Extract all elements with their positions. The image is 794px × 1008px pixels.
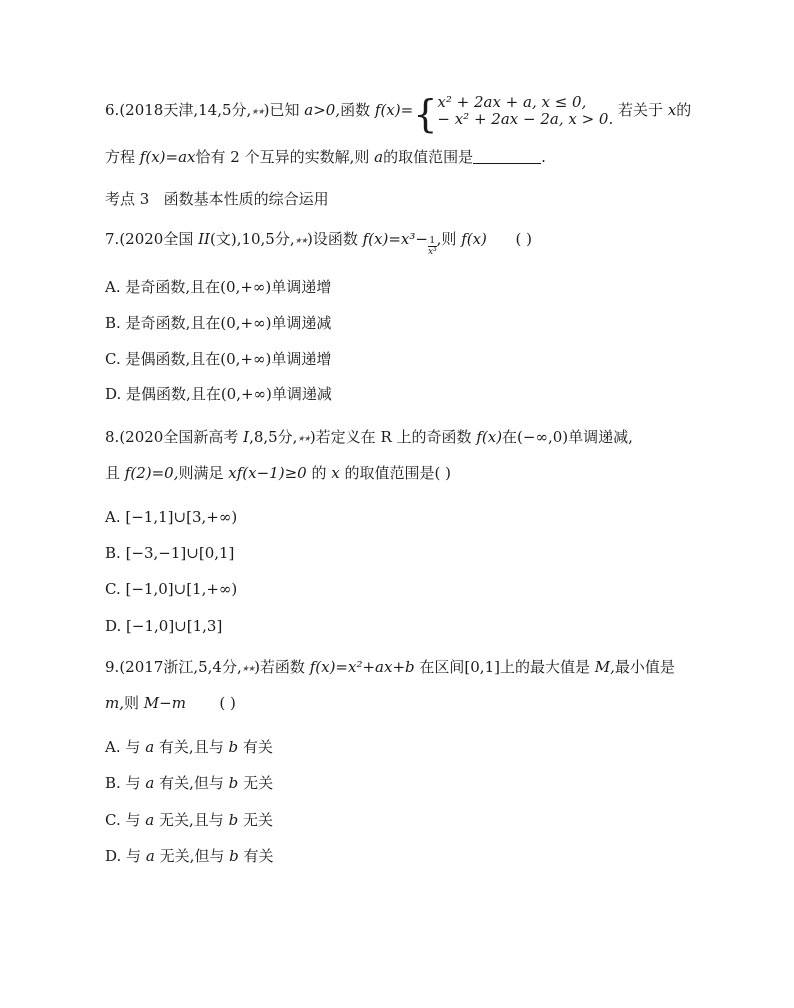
q7-option-a[interactable]: A. 是奇函数,且在(0,+∞)单调递增: [105, 278, 332, 296]
q9-function: f(x)=x²+ax+b: [309, 658, 415, 676]
q8-option-a[interactable]: A. [−1,1]∪[3,+∞): [105, 508, 238, 526]
difficulty-stars-icon: ★★: [251, 107, 264, 116]
q9-stem-line1: 9.(2017浙江,5,4分,★★)若函数 f(x)=x²+ax+b 在区间[0,1]上的最大值是 M,最小值是: [105, 658, 675, 676]
q7-option-d[interactable]: D. 是偶函数,且在(0,+∞)单调递减: [105, 385, 332, 403]
q9-option-a[interactable]: A. 与 a 有关,且与 b 有关: [105, 738, 273, 756]
difficulty-stars-icon: ★★: [294, 236, 307, 245]
q8-option-c[interactable]: C. [−1,0]∪[1,+∞): [105, 580, 238, 598]
q6-number: 6.: [105, 101, 120, 119]
q8-stem-line1: 8.(2020全国新高考 I,8,5分,★★)若定义在 R 上的奇函数 f(x)在(−∞,0)单调递减,: [105, 428, 633, 446]
difficulty-stars-icon: ★★: [297, 434, 310, 443]
q9-option-c[interactable]: C. 与 a 无关,且与 b 无关: [105, 811, 273, 829]
q7-option-b[interactable]: B. 是奇函数,且在(0,+∞)单调递减: [105, 314, 332, 332]
q9-answer-paren[interactable]: ( ): [219, 694, 236, 712]
q7-stem: 7.(2020全国 II(文),10,5分,★★)设函数 f(x)=x³− $\frac{1}{\text{x³}}$ ,则 f(x) ( ): [105, 230, 532, 257]
q6-equation: f(x)=ax: [139, 148, 196, 166]
q8-stem-line2: 且 f(2)=0,则满足 xf(x−1)≥0 的 x 的取值范围是( ): [105, 464, 451, 482]
piecewise-brace-icon: {: [413, 92, 438, 136]
q6-function: f(x)=: [374, 101, 414, 119]
q9-source: (2017浙江,5,4分,: [119, 658, 242, 676]
q6-line2: 方程 f(x)=ax恰有 2 个互异的实数解,则 a的取值范围是 .: [105, 148, 546, 166]
q8-inequality: xf(x−1)≥0: [228, 464, 307, 482]
q7-answer-paren[interactable]: ( ): [515, 230, 532, 248]
q9-option-b[interactable]: B. 与 a 有关,但与 b 无关: [105, 774, 274, 792]
q8-answer-paren[interactable]: 的取值范围是( ): [344, 464, 451, 482]
q6-condition: a>0,: [304, 101, 341, 119]
q7-number: 7.: [105, 230, 120, 248]
section-heading: 考点 3 函数基本性质的综合运用: [105, 190, 329, 208]
q6-answer-blank[interactable]: [473, 163, 541, 164]
q8-function: f(x): [476, 428, 503, 446]
difficulty-stars-icon: ★★: [241, 664, 255, 673]
q6-piecewise: x² + 2ax + a, x ≤ 0, − x² + 2ax − 2a, x > 0.: [437, 93, 614, 128]
q8-option-d[interactable]: D. [−1,0]∪[1,3]: [105, 617, 223, 635]
q6-line1: 6.(2018天津,14,5分,★★)已知 a>0,函数 f(x)={ x² + 2ax + a, x ≤ 0, − x² + 2ax − 2a, x > 0. 若关于 x的: [105, 92, 692, 136]
section-title: 函数基本性质的综合运用: [163, 190, 329, 208]
q8-source: (2020全国新高考: [119, 428, 239, 446]
q7-function: f(x)=x³−: [362, 230, 428, 248]
q7-source: (2020全国: [119, 230, 194, 248]
q7-option-c[interactable]: C. 是偶函数,且在(0,+∞)单调递增: [105, 350, 332, 368]
q6-source: (2018天津,14,5分,: [119, 101, 252, 119]
q8-option-b[interactable]: B. [−3,−1]∪[0,1]: [105, 544, 235, 562]
q7-fraction: $\frac{1}{\text{x³}}$: [427, 236, 437, 257]
q9-option-d[interactable]: D. 与 a 无关,但与 b 有关: [105, 847, 274, 865]
q9-expression: M−m: [143, 694, 186, 712]
q8-number: 8.: [105, 428, 120, 446]
q9-stem-line2: m,则 M−m ( ): [105, 694, 236, 712]
q9-number: 9.: [105, 658, 120, 676]
